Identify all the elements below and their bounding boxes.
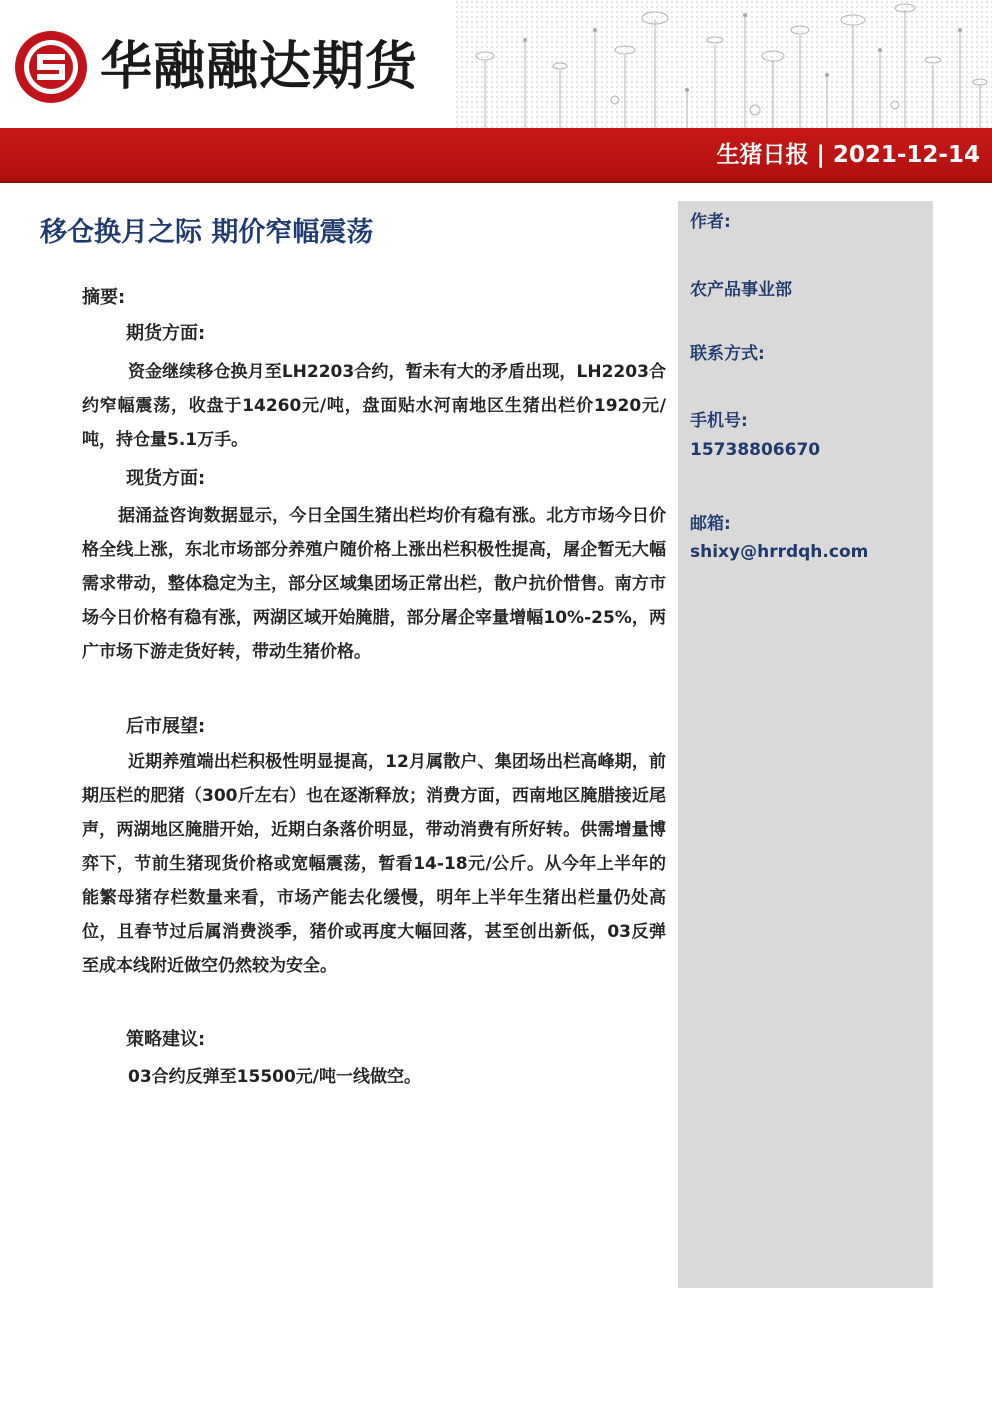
email-value[interactable]: shixy@hrrdqh.com [690,542,869,562]
outlook-paragraph: 近期养殖端出栏积极性明显提高，12月属散户、集团场出栏高峰期，前期压栏的肥猪（300斤左右）也在逐渐释放；消费方面，西南地区腌腊接近尾声，两湖地区腌腊开始，近期白条落价明显，带动消费有所好转。供需增量博弈下，节前生猪现货价格或宽幅震荡，暂看14-18元/公斤。从今年上半年的能繁母猪存栏数量来看，市场产能去化缓慢，明年上半年生猪出栏量仍处高位，且春节过后属消费淡季，猪价或再度大幅回落，甚至创出新低，03反弹至成本线附近做空仍然较为安全。 [82,752,666,976]
phone-label: 手机号: [690,411,748,431]
strategy-heading: 策略建议: [126,1029,206,1050]
company-logo-icon [12,28,90,106]
report-header [0,0,992,185]
spot-heading: 现货方面: [126,468,206,489]
futures-heading: 期货方面: [126,323,206,344]
author-sidebar [678,201,933,1288]
spot-paragraph: 据涌益咨询数据显示，今日全国生猪出栏均价有稳有涨。北方市场今日价格全线上涨，东北市场部分养殖户随价格上涨出栏积极性提高，屠企暂无大幅需求带动，整体稳定为主，部分区域集团场正常出栏，散户抗价惜售。南方市场今日价格有稳有涨，两湖区域开始腌腊，部分屠企宰量增幅10%-25%，两广市场下游走货好转，带动生猪价格。 [82,506,666,662]
email-label: 邮箱: [690,514,731,534]
futures-paragraph: 资金继续移仓换月至LH2203合约，暂未有大的矛盾出现，LH2203合约窄幅震荡，收盘于14260元/吨，盘面贴水河南地区生猪出栏价1920元/吨，持仓量5.1万手。 [82,362,666,450]
company-name: 华融融达期货 [100,37,419,97]
author-label: 作者: [690,212,731,232]
phone-value: 15738806670 [690,440,821,460]
contact-label: 联系方式: [690,344,765,364]
outlook-heading: 后市展望: [126,716,206,737]
strategy-paragraph: 03合约反弹至15500元/吨一线做空。 [128,1067,422,1087]
decorative-graphic [455,0,992,128]
report-title: 移仓换月之际 期价窄幅震荡 [40,217,374,248]
report-type-date: 生猪日报 | 2021-12-14 [716,142,980,168]
author-value: 农产品事业部 [690,280,792,300]
summary-heading: 摘要: [82,287,126,308]
